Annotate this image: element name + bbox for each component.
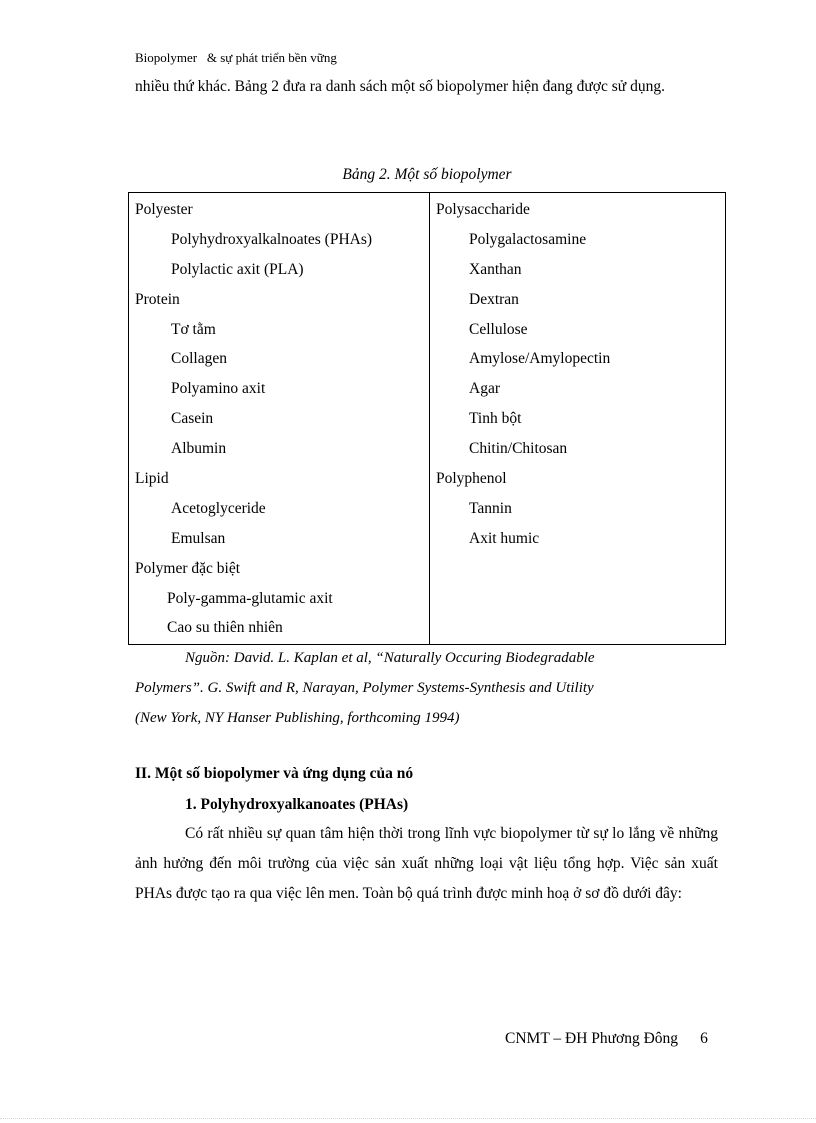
- table-item: Casein: [171, 410, 214, 428]
- table-category: Polymer đặc biệt: [135, 559, 241, 577]
- intro-paragraph: nhiều thứ khác. Bảng 2 đưa ra danh sách một số biopolymer hiện đang được sử dụng.: [135, 78, 665, 95]
- table-item: Poly-gamma-glutamic axit: [167, 589, 333, 607]
- source-note-line: Polymers”. G. Swift and R, Narayan, Polymer Systems-Synthesis and Utility: [135, 680, 594, 696]
- table-item: Polyamino axit: [171, 380, 266, 398]
- table-item: Tơ tằm: [171, 320, 216, 338]
- source-note-line: (New York, NY Hanser Publishing, forthcoming 1994): [135, 710, 460, 726]
- footer-institution: CNMT – ĐH Phương Đông: [505, 1030, 679, 1047]
- page-bottom-divider: [0, 1118, 816, 1119]
- page-footer: [505, 1026, 708, 1052]
- table-item: Tinh bột: [469, 410, 522, 428]
- table-item: Acetoglyceride: [171, 499, 266, 517]
- table-item: Agar: [469, 380, 500, 398]
- table-item: Cao su thiên nhiên: [167, 619, 283, 637]
- running-header: Biopolymer & sự phát triển bền vững: [135, 50, 337, 65]
- biopolymer-table: [128, 192, 726, 645]
- table-right-column: [430, 193, 725, 644]
- table-item: Chitin/Chitosan: [469, 440, 568, 458]
- table-caption: Bảng 2. Một số biopolymer: [342, 166, 512, 183]
- table-item: Dextran: [469, 290, 519, 308]
- source-note: [135, 643, 718, 733]
- table-category: Protein: [135, 290, 180, 308]
- table-category: Polyester: [135, 201, 193, 218]
- table-item: Axit humic: [469, 529, 540, 547]
- table-category: Lipid: [135, 470, 169, 488]
- body-paragraph: Có rất nhiều sự quan tâm hiện thời trong lĩnh vực biopolymer từ sự lo lắng về những ảnh hưởng đến môi trường của việc sản xuất những loại vật liệu tổng hợp. Việc sản xuất PHAs được tạo ra qua việc lên men. Toàn bộ quá trình được minh hoạ ở sơ đồ dưới đây:: [135, 825, 718, 902]
- table-item: Albumin: [171, 440, 227, 458]
- table-item: Polylactic axit (PLA): [171, 260, 304, 278]
- page-number: 6: [700, 1030, 708, 1047]
- section-heading: II. Một số biopolymer và ứng dụng của nó: [135, 765, 414, 782]
- table-item: Xanthan: [469, 260, 522, 278]
- table-item: Emulsan: [171, 529, 226, 547]
- subsection-heading: 1. Polyhydroxyalkanoates (PHAs): [185, 796, 409, 813]
- table-category: Polysaccharide: [436, 201, 530, 218]
- table-category: Polyphenol: [436, 470, 507, 488]
- table-item: Cellulose: [469, 320, 528, 338]
- table-item: Amylose/Amylopectin: [469, 350, 611, 368]
- table-item: Polygalactosamine: [469, 230, 587, 248]
- table-left-column: [129, 193, 430, 644]
- source-note-line: Nguồn: David. L. Kaplan et al, “Naturally Occuring Biodegradable: [185, 650, 595, 666]
- table-item: Collagen: [171, 350, 227, 368]
- table-item: Tannin: [469, 499, 512, 517]
- table-item: Polyhydroxyalkalnoates (PHAs): [171, 230, 373, 248]
